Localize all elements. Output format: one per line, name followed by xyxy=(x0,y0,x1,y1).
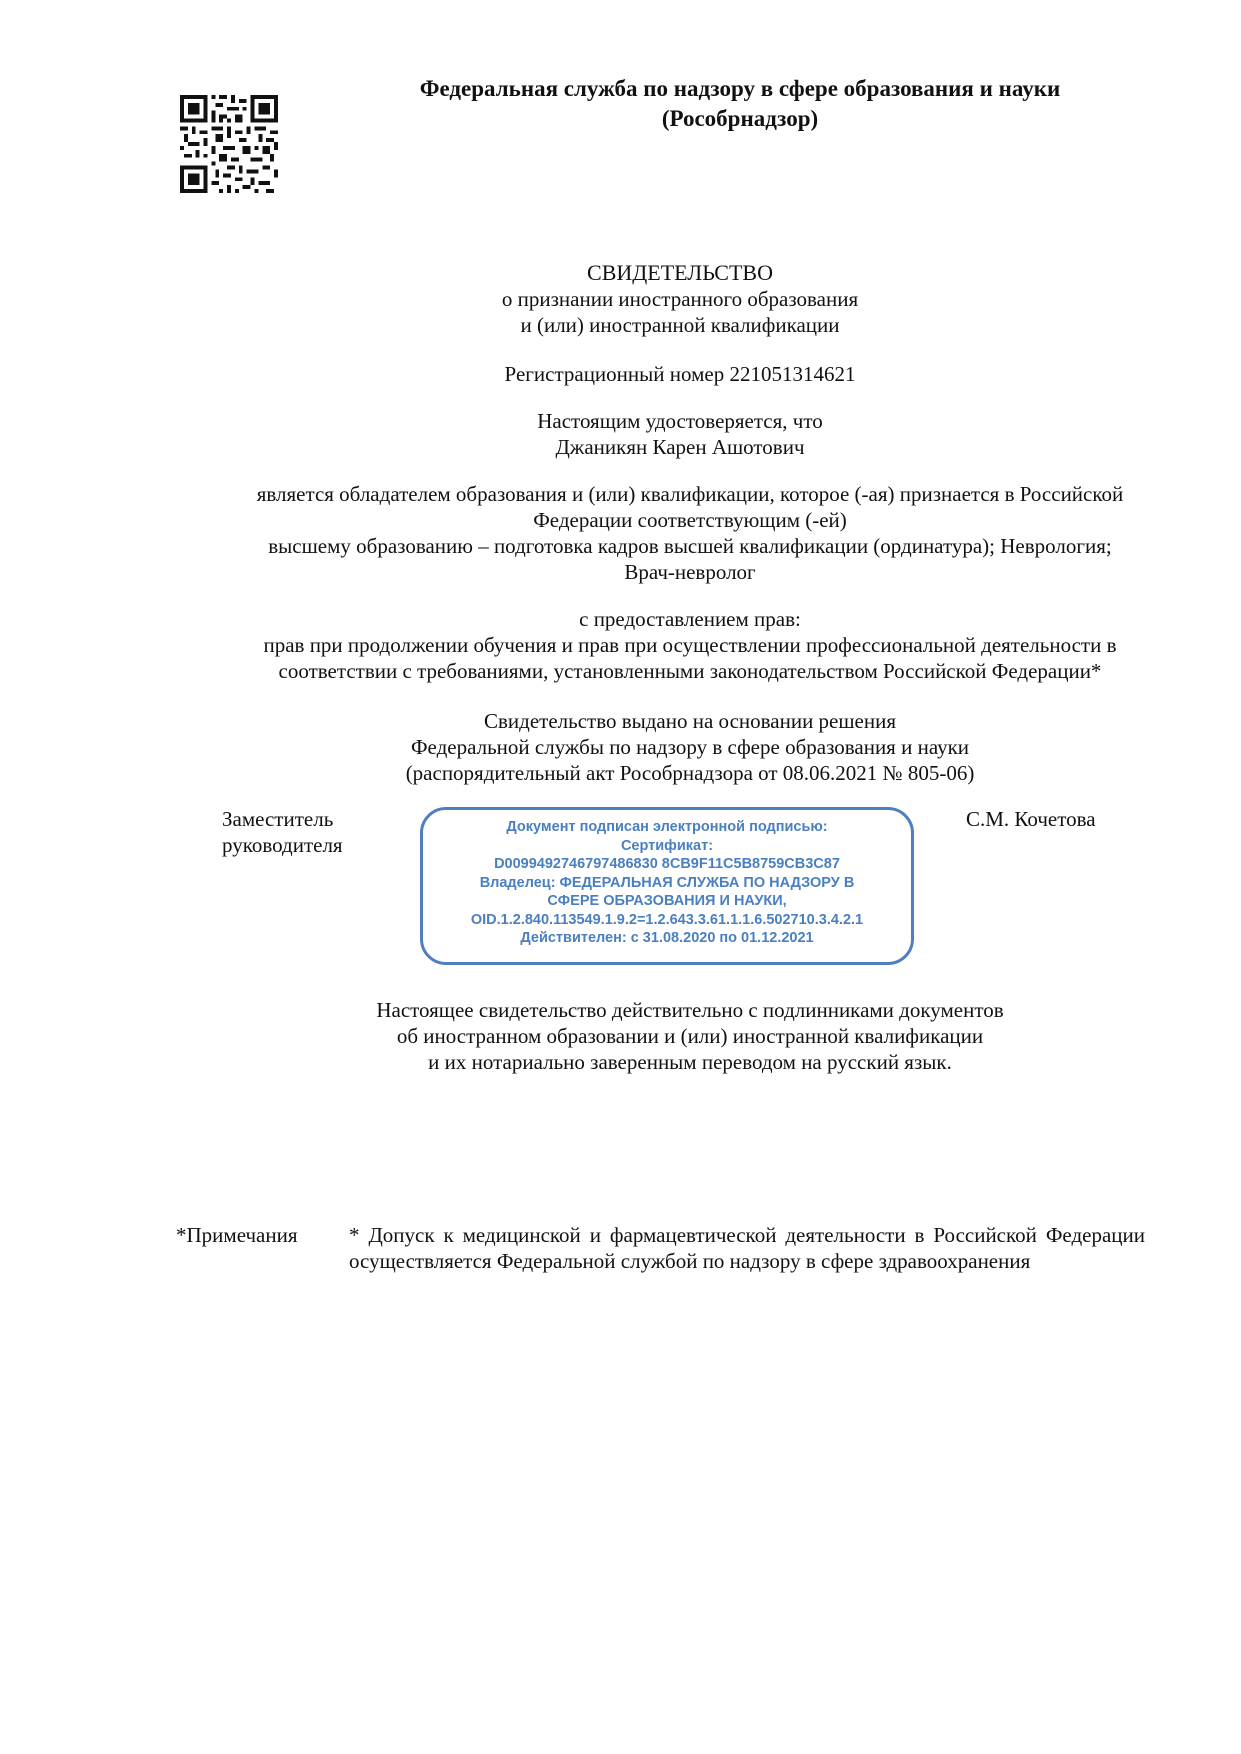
title-subline-1: о признании иностранного образования xyxy=(501,287,859,311)
qualification-line-4: Врач-невролог xyxy=(624,560,756,584)
holder-name: Джаникян Карен Ашотович xyxy=(555,435,805,459)
signatory-position xyxy=(222,806,343,858)
rights-intro: с предоставлением прав: xyxy=(579,607,801,631)
authority-name: Федеральная служба по надзору в сфере образования и науки xyxy=(419,76,1061,101)
certify-intro: Настоящим удостоверяется, что xyxy=(537,409,823,433)
qr-code-icon xyxy=(180,95,278,193)
stamp-line-1: Документ подписан электронной подписью: xyxy=(506,819,828,835)
rights-block xyxy=(190,606,1190,684)
notes-text: * Допуск к медицинской и фармацевтической деятельности в Российской Федерации осуществляется Федеральной службой по надзору в сфере здравоохранения xyxy=(349,1223,1145,1273)
validity-line-1: Настоящее свидетельство действительно с подлинниками документов xyxy=(376,998,1004,1022)
stamp-certificate-id: D0099492746797486830 8CB9F11C5B8759CB3C87 xyxy=(494,856,840,872)
title-main: СВИДЕТЕЛЬСТВО xyxy=(587,260,773,285)
position-line-2: руководителя xyxy=(222,833,343,857)
basis-block xyxy=(190,708,1190,786)
basis-line-2: Федеральной службы по надзору в сфере образования и науки xyxy=(410,735,970,759)
signer-name: С.М. Кочетова xyxy=(966,807,1096,831)
electronic-signature-stamp xyxy=(420,807,914,965)
qualification-line-3: высшему образованию – подготовка кадров высшей квалификации (ординатура); Неврология; xyxy=(268,534,1112,558)
rights-line-2: соответствии с требованиями, установленными законодательством Российской Федерации* xyxy=(278,659,1102,683)
validity-line-2: об иностранном образовании и (или) иностранной квалификации xyxy=(396,1024,984,1048)
authority-abbr: (Рособрнадзор) xyxy=(661,106,819,131)
certificate-title xyxy=(130,260,1230,338)
stamp-validity: Действителен: с 31.08.2020 по 01.12.2021 xyxy=(520,930,814,946)
basis-line-1: Свидетельство выдано на основании решения xyxy=(483,709,897,733)
issuing-authority xyxy=(330,74,1150,134)
basis-line-3: (распорядительный акт Рособрнадзора от 08.06.2021 № 805-06) xyxy=(405,761,975,785)
rights-line-1: прав при продолжении обучения и прав при осуществлении профессиональной деятельности в xyxy=(263,633,1117,657)
registration-number: Регистрационный номер 221051314621 xyxy=(504,362,856,386)
position-line-1: Заместитель xyxy=(222,807,334,831)
certify-block xyxy=(130,408,1230,460)
stamp-oid: OID.1.2.840.113549.1.9.2=1.2.643.3.61.1.1.6.502710.3.4.2.1 xyxy=(470,911,864,928)
qualification-block xyxy=(190,481,1190,585)
notes-label: *Примечания xyxy=(176,1223,298,1247)
stamp-line-2: Сертификат: xyxy=(620,837,714,854)
stamp-owner-line-2: СФЕРЕ ОБРАЗОВАНИЯ И НАУКИ, xyxy=(547,893,787,909)
validity-line-3: и их нотариально заверенным переводом на русский язык. xyxy=(428,1050,952,1074)
stamp-owner-line-1: Владелец: ФЕДЕРАЛЬНАЯ СЛУЖБА ПО НАДЗОРУ В xyxy=(479,874,855,891)
qualification-line-2: Федерации соответствующим (-ей) xyxy=(533,508,847,532)
title-subline-2: и (или) иностранной квалификации xyxy=(520,313,840,337)
validity-block xyxy=(190,997,1190,1075)
qualification-line-1: является обладателем образования и (или) квалификации, которое (-ая) признается в Российской xyxy=(256,482,1124,506)
